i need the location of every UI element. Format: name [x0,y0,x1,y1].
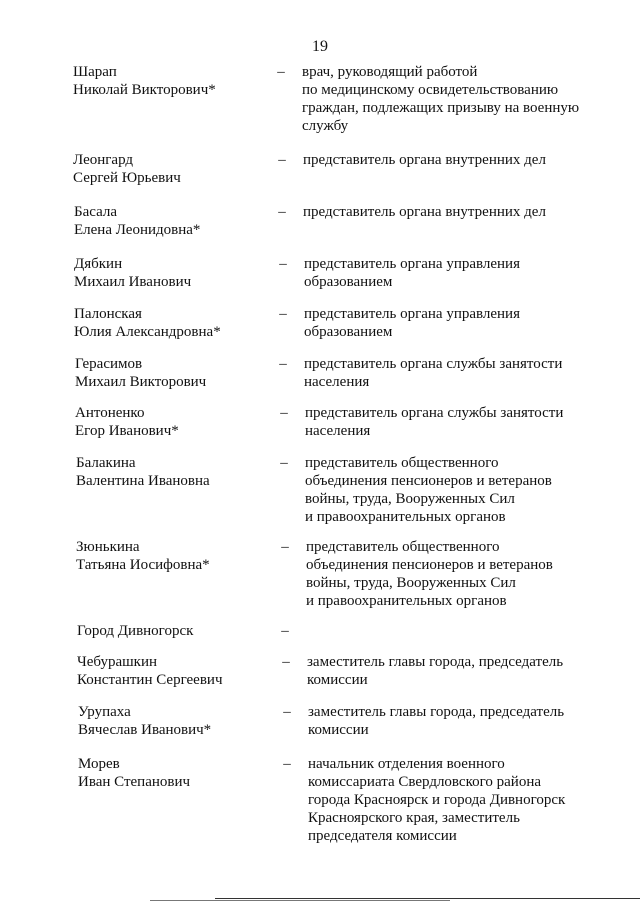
member-name [75,355,206,391]
member-surname: Зюнькина [76,539,140,555]
role-line: войны, труда, Вооруженных Сил [306,575,516,591]
member-given-names: Елена Леонидовна* [74,222,201,238]
role-line: службу [302,118,349,134]
member-surname: Чебурашкин [77,654,158,670]
member-name [78,755,190,791]
member-given-names: Юлия Александровна* [74,324,221,340]
role-line: по медицинскому освидетельствованию [302,82,559,98]
separator-dash: – [279,356,287,372]
member-name [74,255,191,291]
role-line: представитель органа внутренних дел [303,152,546,168]
role-line: представитель общественного [306,539,500,555]
role-line: Красноярского края, заместитель [308,810,520,826]
member-role [308,755,608,845]
member-surname: Морев [78,756,120,772]
member-name [74,305,221,341]
role-line: и правоохранительных органов [305,509,506,525]
separator-dash: – [279,306,287,322]
separator-dash: – [278,204,286,220]
separator-dash: – [279,256,287,272]
member-given-names: Татьяна Иосифовна* [76,557,210,573]
member-surname: Шарап [73,64,117,80]
separator-dash: – [283,756,291,772]
member-role [305,404,605,440]
separator-dash: – [281,539,289,555]
role-line: представитель органа управления [304,306,520,322]
member-given-names: Михаил Викторович [75,374,207,390]
role-line: объединения пенсионеров и ветеранов [306,557,553,573]
member-name [78,703,211,739]
member-name [73,151,181,187]
role-line: председателя комиссии [308,828,457,844]
role-line: заместитель главы города, председатель [307,654,564,670]
separator-dash: – [277,64,285,80]
member-given-names: Михаил Иванович [74,274,192,290]
separator-dash: – [281,623,289,639]
role-line: населения [305,423,371,439]
member-role [304,255,604,291]
member-name [76,538,210,574]
page-number: 19 [312,38,328,55]
member-role [305,454,605,526]
member-role [308,703,608,739]
member-role [307,653,607,689]
member-surname: Леонгард [73,152,133,168]
section-heading [77,622,193,640]
role-line: заместитель главы города, председатель [308,704,565,720]
separator-dash: – [280,455,288,471]
member-surname: Антоненко [75,405,145,421]
role-line: войны, труда, Вооруженных Сил [305,491,515,507]
member-surname: Герасимов [75,356,143,372]
member-given-names: Валентина Ивановна [76,473,210,489]
member-surname: Дябкин [74,256,123,272]
member-given-names: Николай Викторович* [73,82,216,98]
role-line: комиссии [308,722,369,738]
member-role [304,355,604,391]
member-given-names: Иван Степанович [78,774,191,790]
member-role [303,151,603,169]
member-given-names: Вячеслав Иванович* [78,722,212,738]
scan-edge-line [215,898,640,899]
member-role [303,203,603,221]
member-given-names: Егор Иванович* [75,423,179,439]
separator-dash: – [283,704,291,720]
member-surname: Урупаха [78,704,131,720]
member-name [73,63,216,99]
member-surname: Басала [74,204,118,220]
role-line: и правоохранительных органов [306,593,507,609]
role-line: начальник отделения военного [308,756,505,772]
separator-dash: – [282,654,290,670]
role-line: города Красноярск и города Дивногорск [308,792,566,808]
section-heading-text: Город Дивногорск [77,623,194,639]
role-line: объединения пенсионеров и ветеранов [305,473,552,489]
role-line: граждан, подлежащих призыву на военную [302,100,580,116]
role-line: представитель органа службы занятости [305,405,564,421]
member-name [77,653,223,689]
member-surname: Палонская [74,306,142,322]
member-surname: Балакина [76,455,136,471]
role-line: образованием [304,324,393,340]
role-line: комиссариата Свердловского района [308,774,542,790]
role-line: представитель органа внутренних дел [303,204,546,220]
member-role [304,305,604,341]
role-line: представитель органа управления [304,256,520,272]
member-given-names: Сергей Юрьевич [73,170,181,186]
separator-dash: – [280,405,288,421]
member-role [302,63,602,135]
scan-edge-line [150,900,450,901]
role-line: врач, руководящий работой [302,64,478,80]
role-line: представитель общественного [305,455,499,471]
role-line: представитель органа службы занятости [304,356,563,372]
member-role [306,538,606,610]
member-name [75,404,179,440]
separator-dash: – [278,152,286,168]
role-line: населения [304,374,370,390]
member-name [74,203,200,239]
member-name [76,454,210,490]
role-line: образованием [304,274,393,290]
member-given-names: Константин Сергеевич [77,672,223,688]
role-line: комиссии [307,672,368,688]
